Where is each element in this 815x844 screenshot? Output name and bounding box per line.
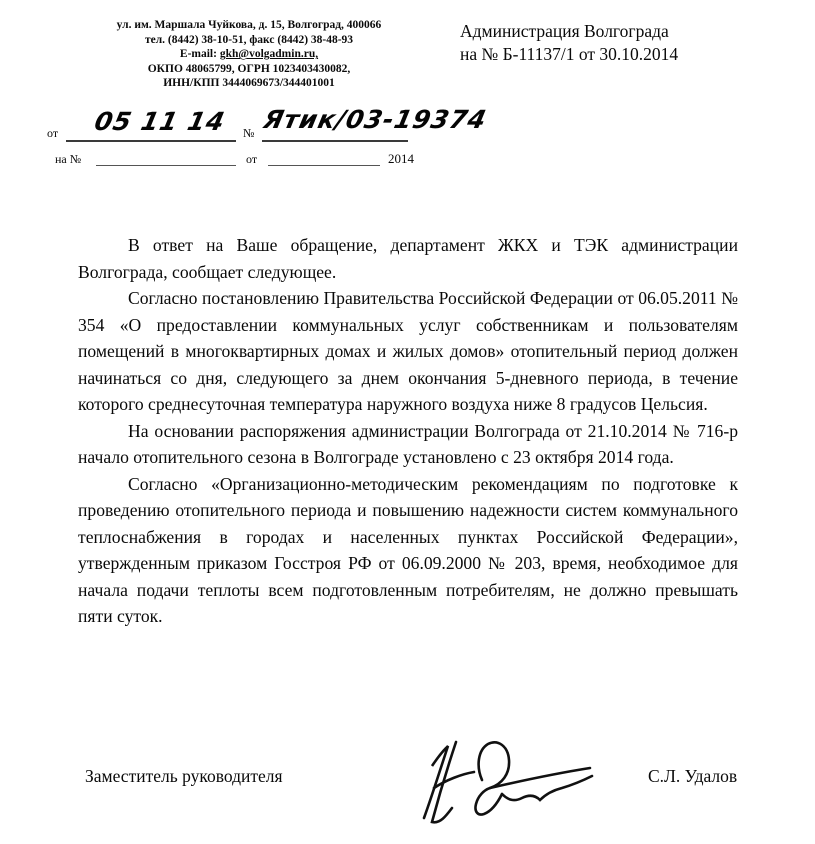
sender-phone: тел. (8442) 38-10-51, факс (8442) 38-48-93 — [144, 33, 354, 46]
paragraph: Согласно «Организационно-методическим рекомендациям по подготовке к проведению отопительного периода и повышению надежности систем коммунального теплоснабжения в городах и населенных пунктах Российской Федерации», утвержденным приказом Госстроя РФ от 06.09.2000 № 203, время, необходимое для начала подачи теплоты всем подготовленным потребителям, не должно превышать пяти суток. — [78, 473, 738, 626]
paragraph: В ответ на Ваше обращение, департамент ЖКХ и ТЭК администрации Волгограда, сообщает следующее. — [78, 235, 738, 282]
signatory-position: Заместитель руководителя — [85, 766, 283, 786]
reply-ref-label: на № — [55, 152, 82, 166]
ref-number-label: № — [243, 126, 255, 140]
handwritten-number: Ятик/03-19374 — [260, 105, 490, 134]
sender-email-label: E-mail: — [179, 48, 220, 61]
signatory-name: С.Л. Удалов — [648, 766, 738, 786]
sender-okpo: ОКПО 48065799, ОГРН 1023403430082, — [147, 62, 351, 75]
paragraph: На основании распоряжения администрации Волгограда от 21.10.2014 № 716-р начало отопительного сезона в Волгограде установлено с 23 октября 2014 года. — [78, 420, 738, 467]
reply-year: 2014 — [388, 151, 414, 166]
sender-email-address: gkh@volgadmin.ru, — [219, 48, 319, 61]
ref-from-label: от — [47, 126, 59, 140]
reply-from-label: от — [246, 152, 258, 166]
letter-body — [78, 232, 738, 630]
recipient-reference: на № Б-11137/1 от 30.10.2014 — [460, 44, 679, 64]
sender-inn: ИНН/КПП 3444069673/344401001 — [163, 77, 335, 90]
handwritten-date: 05 11 14 — [91, 107, 228, 136]
sender-email-line — [68, 47, 430, 62]
reply-number-blank — [96, 152, 236, 166]
paragraph: Согласно постановлению Правительства Российской Федерации от 06.05.2011 № 354 «О предоставлении коммунальных услуг собственникам и пользователям помещений в многоквартирных домах и жилых домов» отопительный период должен начинаться со дня, следующего за днем окончания 5-дневного периода, в течение которого среднесуточная температура наружного воздуха ниже 8 градусов Цельсия. — [78, 288, 738, 414]
sender-letterhead — [68, 18, 430, 91]
signature-icon — [412, 726, 597, 838]
recipient-name: Администрация Волгограда — [460, 21, 669, 41]
reply-date-blank — [268, 152, 380, 166]
recipient-block — [460, 20, 678, 66]
sender-address: ул. им. Маршала Чуйкова, д. 15, Волгоград, 400066 — [116, 19, 382, 31]
